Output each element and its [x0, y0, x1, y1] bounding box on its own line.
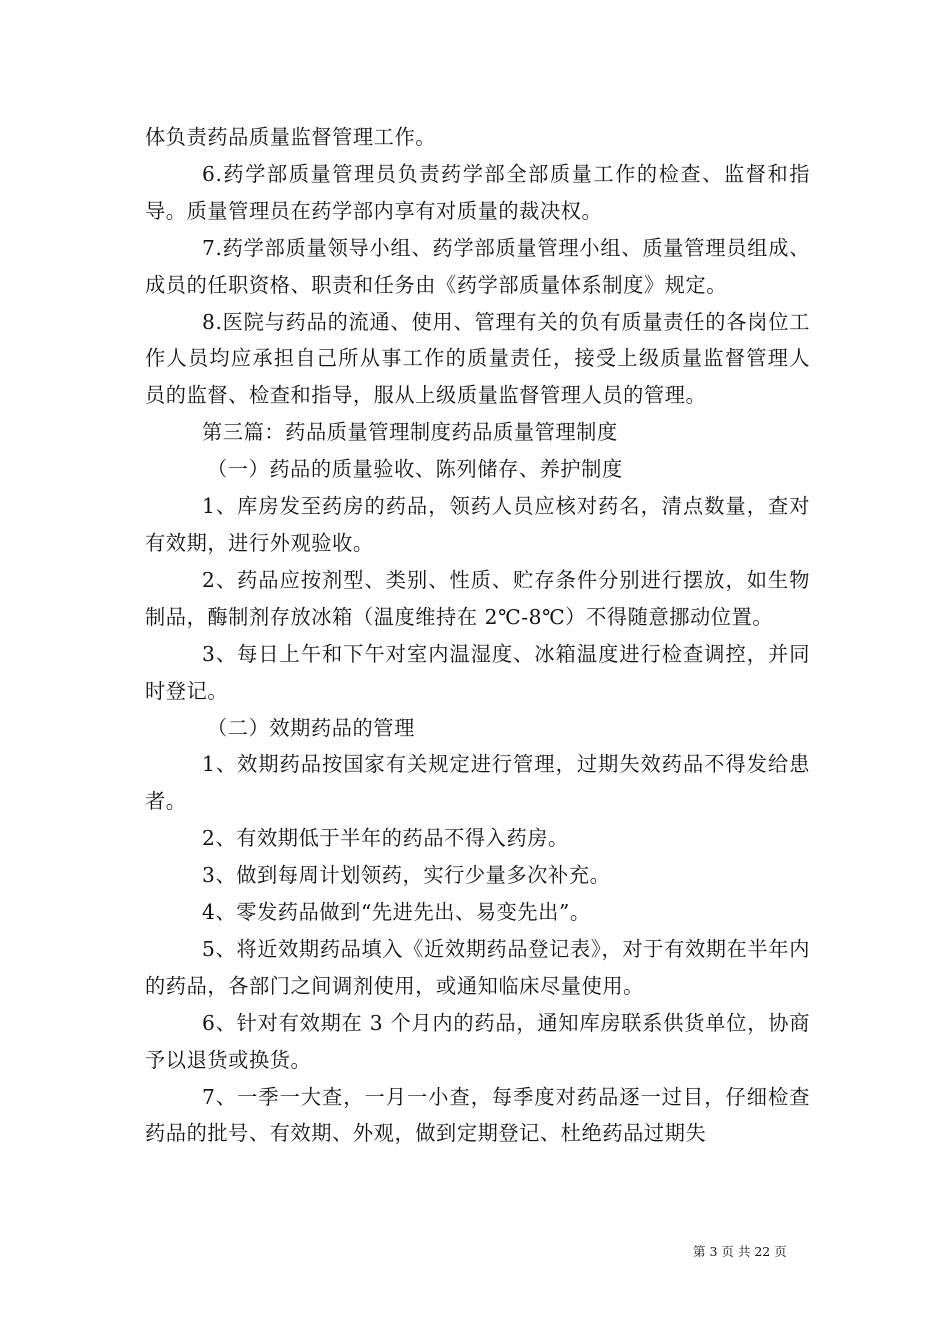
paragraph-16: 6、针对有效期在 3 个月内的药品，通知库房联系供货单位，协商予以退货或换货。 — [145, 1010, 810, 1072]
paragraph-4: 8.医院与药品的流通、使用、管理有关的负有质量责任的各岗位工作人员均应承担自己所从事工作的质量责任，接受上级质量监督管理人员的监督、检查和指导，服从上级质量监督管理人员的管理。 — [145, 309, 810, 408]
subheading-expiry-management: （二）效期药品的管理 — [207, 715, 415, 740]
paragraph-9: 3、每日上午和下午对室内温湿度、冰箱温度进行检查调控，并同时登记。 — [145, 641, 810, 703]
paragraph-11: 1、效期药品按国家有关规定进行管理，过期失效药品不得发给患者。 — [145, 752, 810, 814]
paragraph-8: 2、药品应按剂型、类别、性质、贮存条件分别进行摆放，如生物制品，酶制剂存放冰箱（温度维持在 2℃-8℃）不得随意挪动位置。 — [145, 567, 810, 629]
paragraph-14: 4、零发药品做到“先进先出、易变先出”。 — [202, 900, 591, 925]
paragraph-13: 3、做到每周计划领药，实行少量多次补充。 — [202, 863, 611, 888]
subheading-quality-acceptance: （一）药品的质量验收、陈列储存、养护制度 — [207, 457, 623, 482]
paragraph-15: 5、将近效期药品填入《近效期药品登记表》，对于有效期在半年内的药品，各部门之间调剂使用，或通知临床尽量使用。 — [145, 936, 810, 998]
paragraph-12: 2、有效期低于半年的药品不得入药房。 — [202, 826, 569, 851]
paragraph-3: 7.药学部质量领导小组、药学部质量管理小组、质量管理员组成、成员的任职资格、职责和任务由《药学部质量体系制度》规定。 — [145, 235, 810, 297]
paragraph-17: 7、一季一大查，一月一小查，每季度对药品逐一过目，仔细检查药品的批号、有效期、外观，做到定期登记、杜绝药品过期失 — [145, 1084, 810, 1146]
document-body — [145, 119, 810, 1152]
paragraph-7: 1、库房发至药房的药品，领药人员应核对药名，清点数量，查对有效期，进行外观验收。 — [145, 494, 810, 555]
paragraph-2: 6.药学部质量管理员负责药学部全部质量工作的检查、监督和指导。质量管理员在药学部内享有对质量的裁决权。 — [145, 161, 810, 223]
page-number-footer: 第 3 页 共 22 页 — [693, 1244, 787, 1259]
section-heading-part-three: 第三篇：药品质量管理制度药品质量管理制度 — [202, 420, 618, 445]
paragraph-1: 体负责药品质量监督管理工作。 — [145, 125, 437, 149]
